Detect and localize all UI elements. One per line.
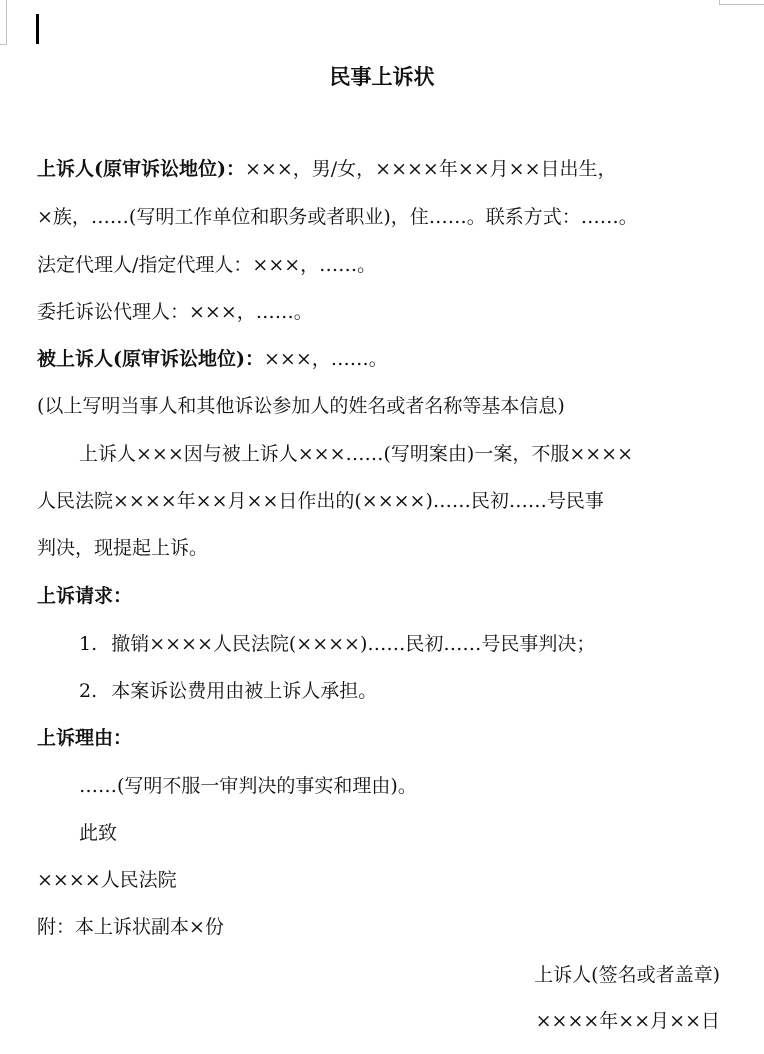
salutation: 此致 bbox=[79, 822, 118, 844]
document-title: 民事上诉状 bbox=[329, 65, 435, 89]
request-2-text: 本案诉讼费用由被上诉人承担。 bbox=[111, 680, 378, 702]
appellant-line-1 bbox=[37, 154, 617, 184]
body-paragraph-line-3: 判决，现提起上诉。 bbox=[37, 537, 209, 559]
litigation-agent-line: 委托诉讼代理人：×××，……。 bbox=[37, 301, 313, 323]
reasons-heading: 上诉理由： bbox=[37, 727, 133, 749]
appellant-info: ×××，男/女，××××年××月××日出生， bbox=[244, 158, 617, 180]
signature-line: 上诉人(签名或者盖章) bbox=[534, 964, 720, 986]
body-paragraph-line-2: 人民法院××××年××月××日作出的(××××)……民初……号民事 bbox=[37, 490, 604, 512]
appellant-label: 上诉人(原审诉讼地位)： bbox=[37, 158, 245, 180]
request-item-1 bbox=[79, 629, 595, 659]
text-cursor bbox=[36, 14, 39, 44]
appellant-line-2: ×族，……(写明工作单位和职务或者职业)，住……。联系方式：……。 bbox=[37, 206, 638, 228]
court-name: ××××人民法院 bbox=[37, 869, 177, 891]
crop-mark-top-right bbox=[719, 0, 764, 5]
parties-note: (以上写明当事人和其他诉讼参加人的姓名或者名称等基本信息) bbox=[37, 395, 565, 417]
appellee-line bbox=[37, 344, 388, 374]
crop-mark-top-left bbox=[0, 0, 7, 45]
body-paragraph-line-1: 上诉人×××因与被上诉人×××……(写明案由)一案，不服×××× bbox=[79, 443, 634, 465]
request-2-number: 2. bbox=[79, 680, 98, 702]
attachment-note: 附：本上诉状副本×份 bbox=[37, 916, 224, 938]
appellee-label: 被上诉人(原审诉讼地位)： bbox=[37, 348, 264, 370]
date-line: ××××年××月××日 bbox=[535, 1010, 720, 1032]
request-1-text: 撤销××××人民法院(××××)……民初……号民事判决； bbox=[111, 633, 596, 655]
request-1-number: 1. bbox=[79, 633, 98, 655]
reasons-text: ……(写明不服一审判决的事实和理由)。 bbox=[79, 775, 417, 797]
requests-heading: 上诉请求： bbox=[37, 585, 133, 607]
appellee-info: ×××，……。 bbox=[263, 348, 388, 370]
request-item-2 bbox=[79, 676, 377, 706]
legal-representative-line: 法定代理人/指定代理人：×××，……。 bbox=[37, 254, 377, 276]
